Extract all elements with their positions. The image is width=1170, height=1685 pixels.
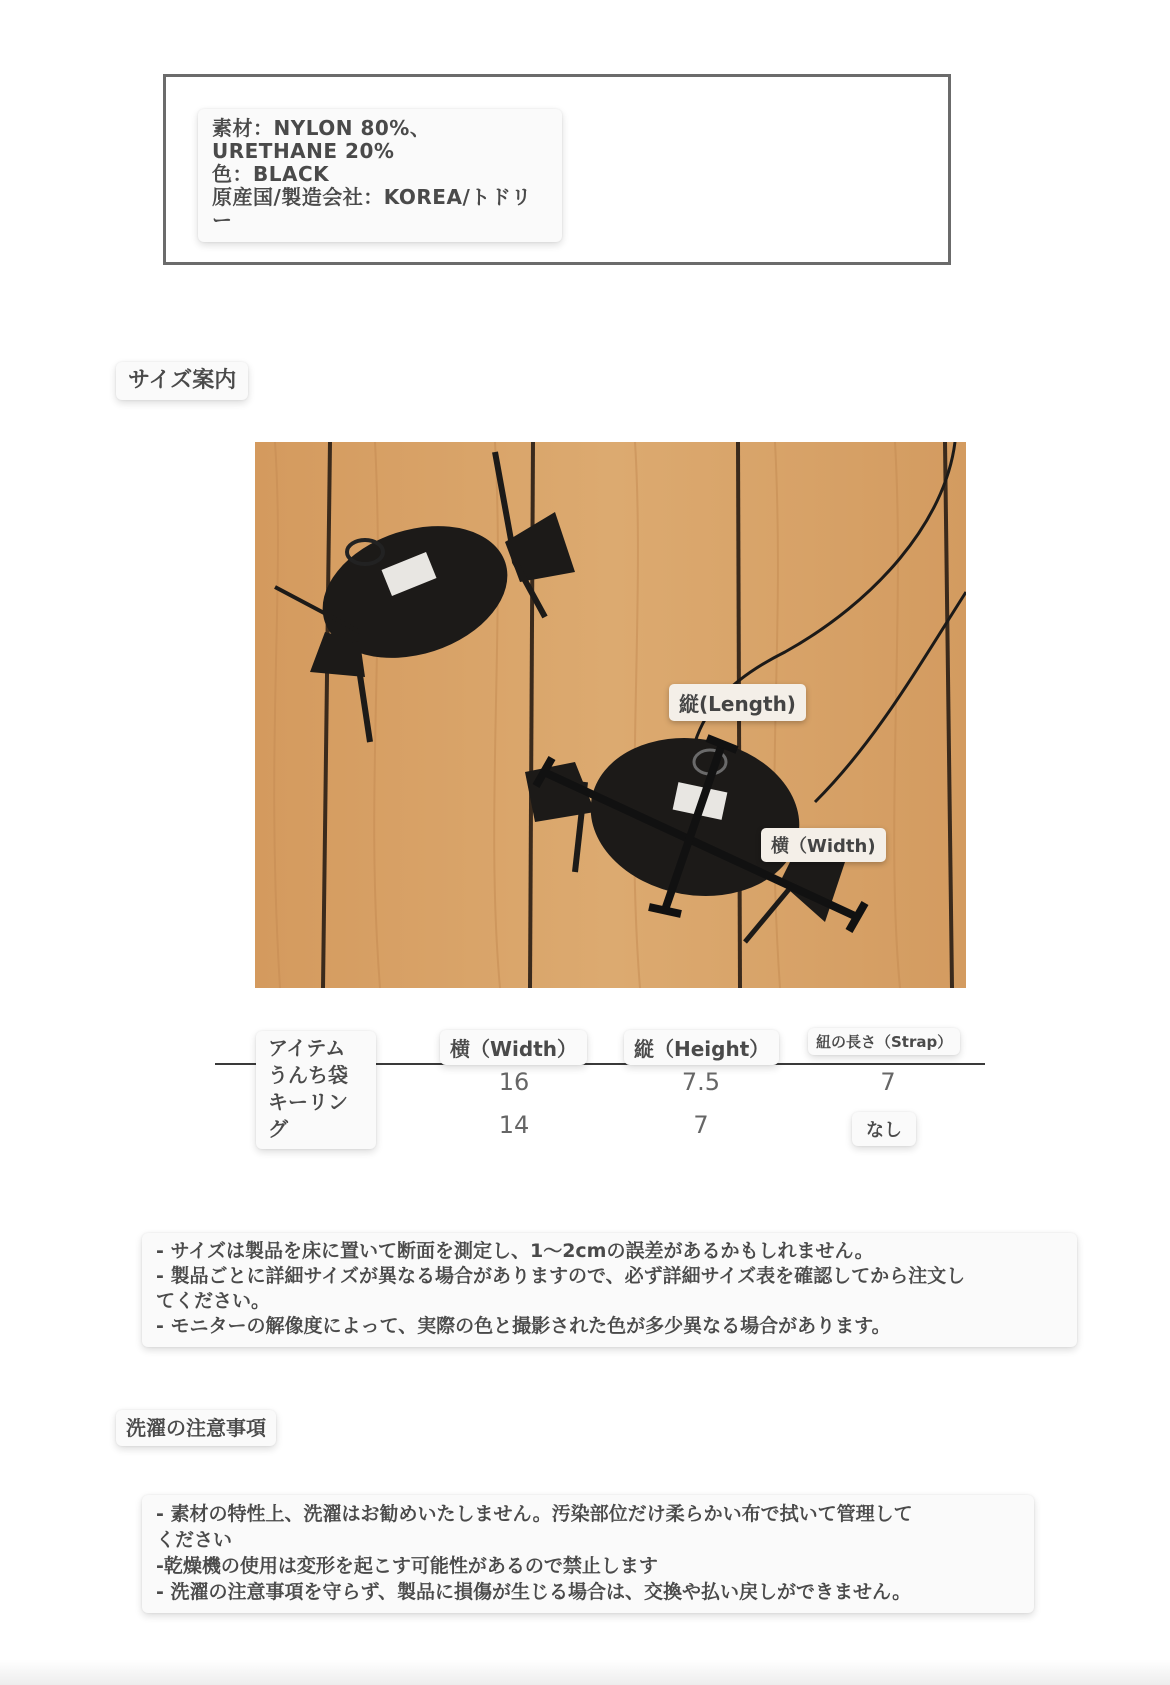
- length-label: 縦(Length): [669, 684, 806, 721]
- origin-line: 原産国/製造会社：KOREA/トドリ: [212, 185, 532, 209]
- washing-note: - 洗濯の注意事項を守らず、製品に損傷が生じる場合は、交換や払い戻しができません。: [156, 1581, 912, 1603]
- product-photo: [255, 442, 966, 988]
- washing-notes-card: [142, 1495, 1034, 1613]
- material-line: URETHANE 20%: [212, 139, 395, 163]
- table-header-height: 縦（Height）: [624, 1030, 779, 1065]
- table-header-width: 横（Width）: [440, 1030, 587, 1065]
- item-name-line: うんち袋: [268, 1063, 348, 1087]
- washing-note: -乾燥機の使用は変形を起こす可能性があるので禁止します: [156, 1555, 658, 1577]
- table-cell-strap: 7: [880, 1068, 896, 1096]
- table-cell-strap-none: なし: [852, 1112, 916, 1146]
- size-note: - モニターの解像度によって、実際の色と撮影された色が多少異なる場合があります。: [156, 1315, 891, 1337]
- origin-line-continued: ー: [212, 208, 233, 232]
- width-label: 横（Width): [761, 828, 886, 862]
- washing-title: 洗濯の注意事項: [116, 1410, 276, 1446]
- table-item-column: [256, 1031, 376, 1149]
- size-guide-title: サイズ案内: [116, 362, 248, 400]
- item-name-line: グ: [268, 1117, 288, 1141]
- material-line: 素材：NYLON 80%、: [212, 116, 431, 140]
- washing-note: ください: [156, 1529, 233, 1551]
- size-note: - 製品ごとに詳細サイズが異なる場合がありますので、必ず詳細サイズ表を確認してから注文し: [156, 1265, 966, 1287]
- table-cell-width: 14: [498, 1111, 530, 1139]
- material-info-card: [198, 109, 562, 242]
- washing-note: - 素材の特性上、洗濯はお勧めいたしません。汚染部位だけ柔らかい布で拭いて管理して: [156, 1503, 913, 1525]
- size-note: - サイズは製品を床に置いて断面を測定し、1〜2cmの誤差があるかもしれません。: [156, 1240, 874, 1262]
- table-header-strap: 紐の長さ（Strap）: [808, 1028, 960, 1055]
- color-line: 色：BLACK: [212, 162, 330, 186]
- item-name-line: キーリン: [268, 1090, 348, 1114]
- table-cell-height: 7: [693, 1111, 709, 1139]
- product-photo-illustration: [255, 442, 966, 988]
- table-header-item: アイテム: [268, 1036, 346, 1060]
- table-cell-width: 16: [498, 1068, 530, 1096]
- table-cell-height: 7.5: [681, 1068, 721, 1096]
- size-note: てください。: [156, 1290, 271, 1312]
- page-bottom-fade: [0, 1660, 1170, 1685]
- size-notes-card: [142, 1233, 1077, 1347]
